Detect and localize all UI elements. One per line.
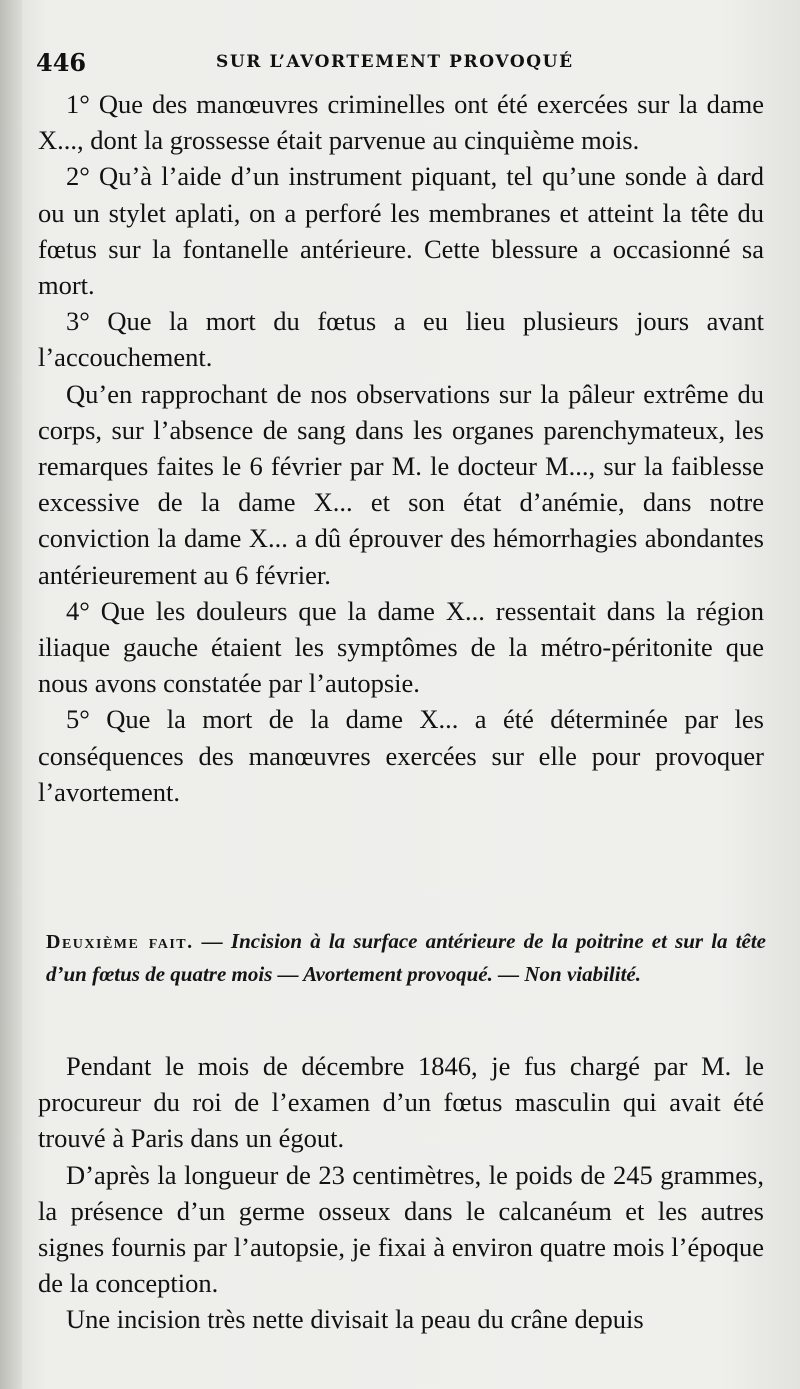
paragraph-incision: Une incision très nette divisait la peau du crâne depuis bbox=[66, 1304, 644, 1335]
paragraph-conclusion-2: 2° Qu’à l’aide d’un instrument piquant, tel qu’une sonde à dard ou un stylet aplati, on a perforé les membranes et atteint la tête du fœtus sur la fontanelle antérieure. Cette blessure a occasionné sa mort. bbox=[38, 161, 764, 301]
section-heading bbox=[46, 925, 766, 990]
section-label: Deuxième fait. bbox=[46, 931, 194, 953]
page-header bbox=[36, 48, 766, 78]
paragraph-fetus-age: D’après la longueur de 23 centimètres, le poids de 245 grammes, la présence d’un germe osseux dans le calcanéum et les autres signes fournis par l’autopsie, je fixai à environ quatre mois l’époque de la conception. bbox=[38, 1159, 764, 1299]
running-head: SUR L’AVORTEMENT PROVOQUÉ bbox=[216, 52, 574, 72]
paragraph-anemia: Qu’en rapprochant de nos observations sur la pâleur extrême du corps, sur l’absence de sang dans les organes parenchymateux, les remarques faites le 6 février par M. le docteur M..., sur la faiblesse excessive de la dame X... et son état d’anémie, dans notre conviction la dame X... a dû éprouver des hémorrhagies abondantes antérieurement au 6 février. bbox=[38, 378, 764, 590]
paragraph-conclusion-5: 5° Que la mort de la dame X... a été déterminée par les conséquences des manœuvres exercées sur elle pour provoquer l’avortement. bbox=[38, 704, 764, 807]
paragraph-fetus-found: Pendant le mois de décembre 1846, je fus chargé par M. le procureur du roi de l’examen d’un fœtus masculin qui avait été trouvé à Paris dans un égout. bbox=[38, 1051, 764, 1154]
page-spine-shadow bbox=[0, 0, 22, 1389]
text-block-bottom bbox=[38, 1048, 764, 1338]
text-block-top bbox=[38, 86, 764, 810]
paragraph-conclusion-3: 3° Que la mort du fœtus a eu lieu plusieurs jours avant l’accouchement. bbox=[38, 306, 764, 373]
section-description: — Incision à la surface antérieure de la poitrine et sur la tête d’un fœtus de quatre mois — Avortement provoqué. — Non viabilité. bbox=[46, 929, 766, 986]
page-number: 446 bbox=[36, 48, 87, 77]
paragraph-conclusion-1: 1° Que des manœuvres criminelles ont été exercées sur la dame X..., dont la grossesse était parvenue au cinquième mois. bbox=[38, 89, 764, 156]
paragraph-conclusion-4: 4° Que les douleurs que la dame X... ressentait dans la région iliaque gauche étaient les symptômes de la métro-péritonite que nous avons constatée par l’autopsie. bbox=[38, 595, 764, 699]
